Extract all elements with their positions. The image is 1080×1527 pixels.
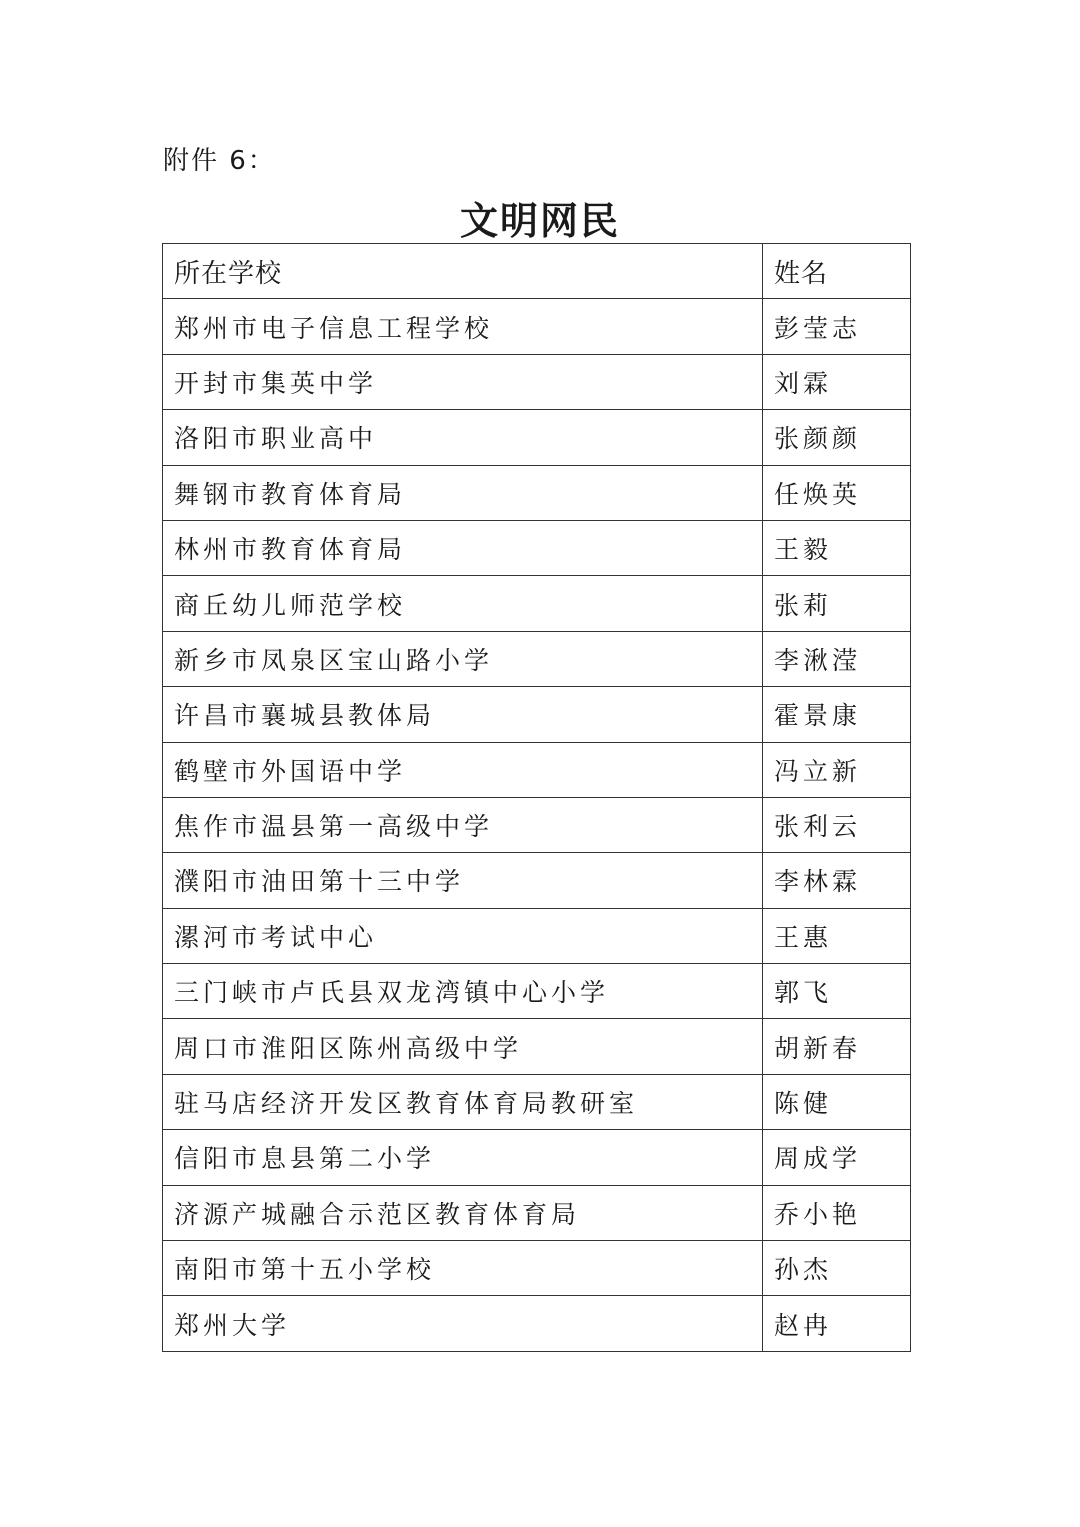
school-cell: 商丘幼儿师范学校 <box>163 576 763 631</box>
school-cell: 新乡市凤泉区宝山路小学 <box>163 631 763 686</box>
table-row <box>163 631 911 686</box>
table-row <box>163 1185 911 1240</box>
school-cell: 濮阳市油田第十三中学 <box>163 853 763 908</box>
name-cell: 孙杰 <box>763 1241 911 1296</box>
page-title: 文明网民 <box>459 199 620 243</box>
name-cell: 李湫滢 <box>763 631 911 686</box>
school-cell: 三门峡市卢氏县双龙湾镇中心小学 <box>163 964 763 1019</box>
school-cell: 济源产城融合示范区教育体育局 <box>163 1185 763 1240</box>
header-school: 所在学校 <box>163 244 763 299</box>
awardee-table <box>162 243 911 1352</box>
school-cell: 洛阳市职业高中 <box>163 410 763 465</box>
name-cell: 胡新春 <box>763 1019 911 1074</box>
school-cell: 鹤壁市外国语中学 <box>163 742 763 797</box>
attachment-label: 附件 6： <box>163 146 276 176</box>
name-cell: 冯立新 <box>763 742 911 797</box>
table-row <box>163 797 911 852</box>
name-cell: 乔小艳 <box>763 1185 911 1240</box>
school-cell: 信阳市息县第二小学 <box>163 1130 763 1185</box>
table-row <box>163 1130 911 1185</box>
table-row <box>163 520 911 575</box>
table-row <box>163 465 911 520</box>
header-name: 姓名 <box>763 244 911 299</box>
school-cell: 郑州市电子信息工程学校 <box>163 299 763 354</box>
table-row <box>163 964 911 1019</box>
table-header-row <box>163 244 911 299</box>
school-cell: 郑州大学 <box>163 1296 763 1351</box>
table-row <box>163 1074 911 1129</box>
name-cell: 彭莹志 <box>763 299 911 354</box>
school-cell: 周口市淮阳区陈州高级中学 <box>163 1019 763 1074</box>
table-row <box>163 853 911 908</box>
table-row <box>163 687 911 742</box>
table-row <box>163 299 911 354</box>
table-row <box>163 1296 911 1351</box>
name-cell: 刘霖 <box>763 354 911 409</box>
name-cell: 李林霖 <box>763 853 911 908</box>
school-cell: 舞钢市教育体育局 <box>163 465 763 520</box>
name-cell: 王惠 <box>763 908 911 963</box>
school-cell: 许昌市襄城县教体局 <box>163 687 763 742</box>
school-cell: 漯河市考试中心 <box>163 908 763 963</box>
table-row <box>163 1241 911 1296</box>
name-cell: 张莉 <box>763 576 911 631</box>
name-cell: 周成学 <box>763 1130 911 1185</box>
awardee-table-body <box>163 244 911 1352</box>
school-cell: 驻马店经济开发区教育体育局教研室 <box>163 1074 763 1129</box>
name-cell: 郭飞 <box>763 964 911 1019</box>
table-row <box>163 576 911 631</box>
school-cell: 焦作市温县第一高级中学 <box>163 797 763 852</box>
table-row <box>163 908 911 963</box>
name-cell: 陈健 <box>763 1074 911 1129</box>
name-cell: 霍景康 <box>763 687 911 742</box>
name-cell: 王毅 <box>763 520 911 575</box>
name-cell: 赵冉 <box>763 1296 911 1351</box>
table-row <box>163 410 911 465</box>
school-cell: 林州市教育体育局 <box>163 520 763 575</box>
school-cell: 开封市集英中学 <box>163 354 763 409</box>
name-cell: 张颜颜 <box>763 410 911 465</box>
school-cell: 南阳市第十五小学校 <box>163 1241 763 1296</box>
table-row <box>163 742 911 797</box>
table-row <box>163 354 911 409</box>
table-row <box>163 1019 911 1074</box>
name-cell: 任焕英 <box>763 465 911 520</box>
name-cell: 张利云 <box>763 797 911 852</box>
